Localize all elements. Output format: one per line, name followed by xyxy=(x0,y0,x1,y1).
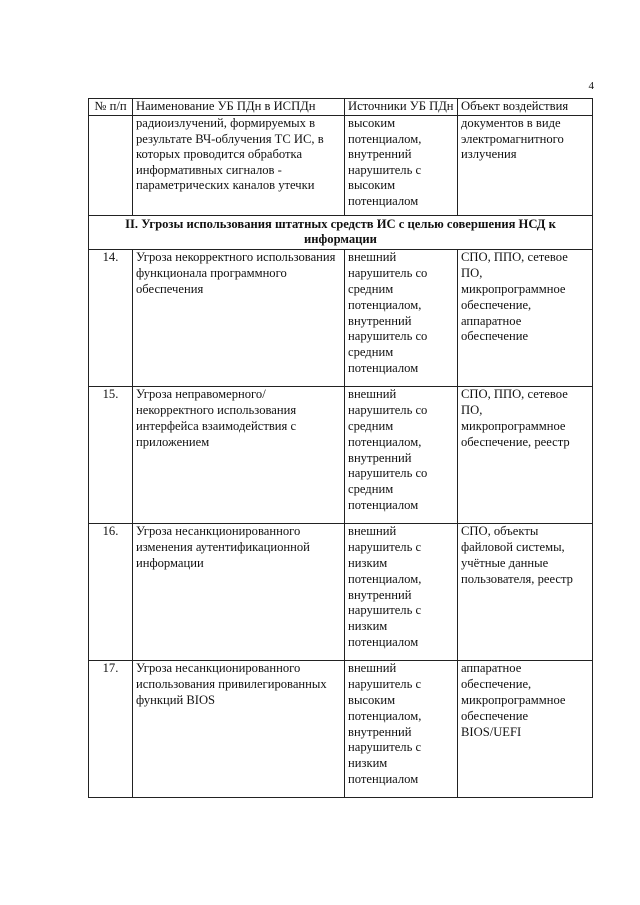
cell-threat-name: радиоизлучений, формируемых в результате ВЧ-облучения ТС ИС, в которых проводится обработка информативных сигналов - параметрических каналов утечки xyxy=(133,115,345,215)
cell-threat-source: внешний нарушитель со средним потенциалом, внутренний нарушитель со средним потенциалом xyxy=(345,386,458,523)
cell-impact-object: СПО, ППО, сетевое ПО, микропрограммное обеспечение, реестр xyxy=(458,386,593,523)
header-threat-name: Наименование УБ ПДн в ИСПДн xyxy=(133,99,345,116)
cell-threat-name: Угроза неправомерного/некорректного использования интерфейса взаимодействия с приложением xyxy=(133,386,345,523)
section-row xyxy=(89,215,593,249)
table-row xyxy=(89,660,593,797)
cell-number: 16. xyxy=(89,523,133,660)
cell-impact-object: СПО, объекты файловой системы, учётные данные пользователя, реестр xyxy=(458,523,593,660)
table-row xyxy=(89,115,593,215)
threats-table xyxy=(88,98,593,798)
table-row xyxy=(89,523,593,660)
header-number: № п/п xyxy=(89,99,133,116)
cell-threat-source: высоким потенциалом, внутренний нарушитель с высоким потенциалом xyxy=(345,115,458,215)
cell-impact-object: документов в виде электромагнитного излучения xyxy=(458,115,593,215)
cell-number: 15. xyxy=(89,386,133,523)
cell-threat-name: Угроза некорректного использования функционала программного обеспечения xyxy=(133,249,345,386)
cell-threat-name: Угроза несанкционированного использования привилегированных функций BIOS xyxy=(133,660,345,797)
cell-threat-source: внешний нарушитель со средним потенциалом, внутренний нарушитель со средним потенциалом xyxy=(345,249,458,386)
cell-number: 14. xyxy=(89,249,133,386)
cell-number: 17. xyxy=(89,660,133,797)
header-threat-source: Источники УБ ПДн xyxy=(345,99,458,116)
cell-threat-source: внешний нарушитель с низким потенциалом, внутренний нарушитель с низким потенциалом xyxy=(345,523,458,660)
cell-threat-source: внешний нарушитель с высоким потенциалом, внутренний нарушитель с низким потенциалом xyxy=(345,660,458,797)
page-number: 4 xyxy=(588,80,594,92)
cell-number xyxy=(89,115,133,215)
table-row xyxy=(89,249,593,386)
table-header-row xyxy=(89,99,593,116)
table-row xyxy=(89,386,593,523)
cell-impact-object: аппаратное обеспечение, микропрограммное обеспечение BIOS/UEFI xyxy=(458,660,593,797)
cell-threat-name: Угроза несанкционированного изменения аутентификационной информации xyxy=(133,523,345,660)
section-title: II. Угрозы использования штатных средств ИС с целью совершения НСД к информации xyxy=(89,215,593,249)
cell-impact-object: СПО, ППО, сетевое ПО, микропрограммное обеспечение, аппаратное обеспечение xyxy=(458,249,593,386)
header-impact-object: Объект воздействия xyxy=(458,99,593,116)
